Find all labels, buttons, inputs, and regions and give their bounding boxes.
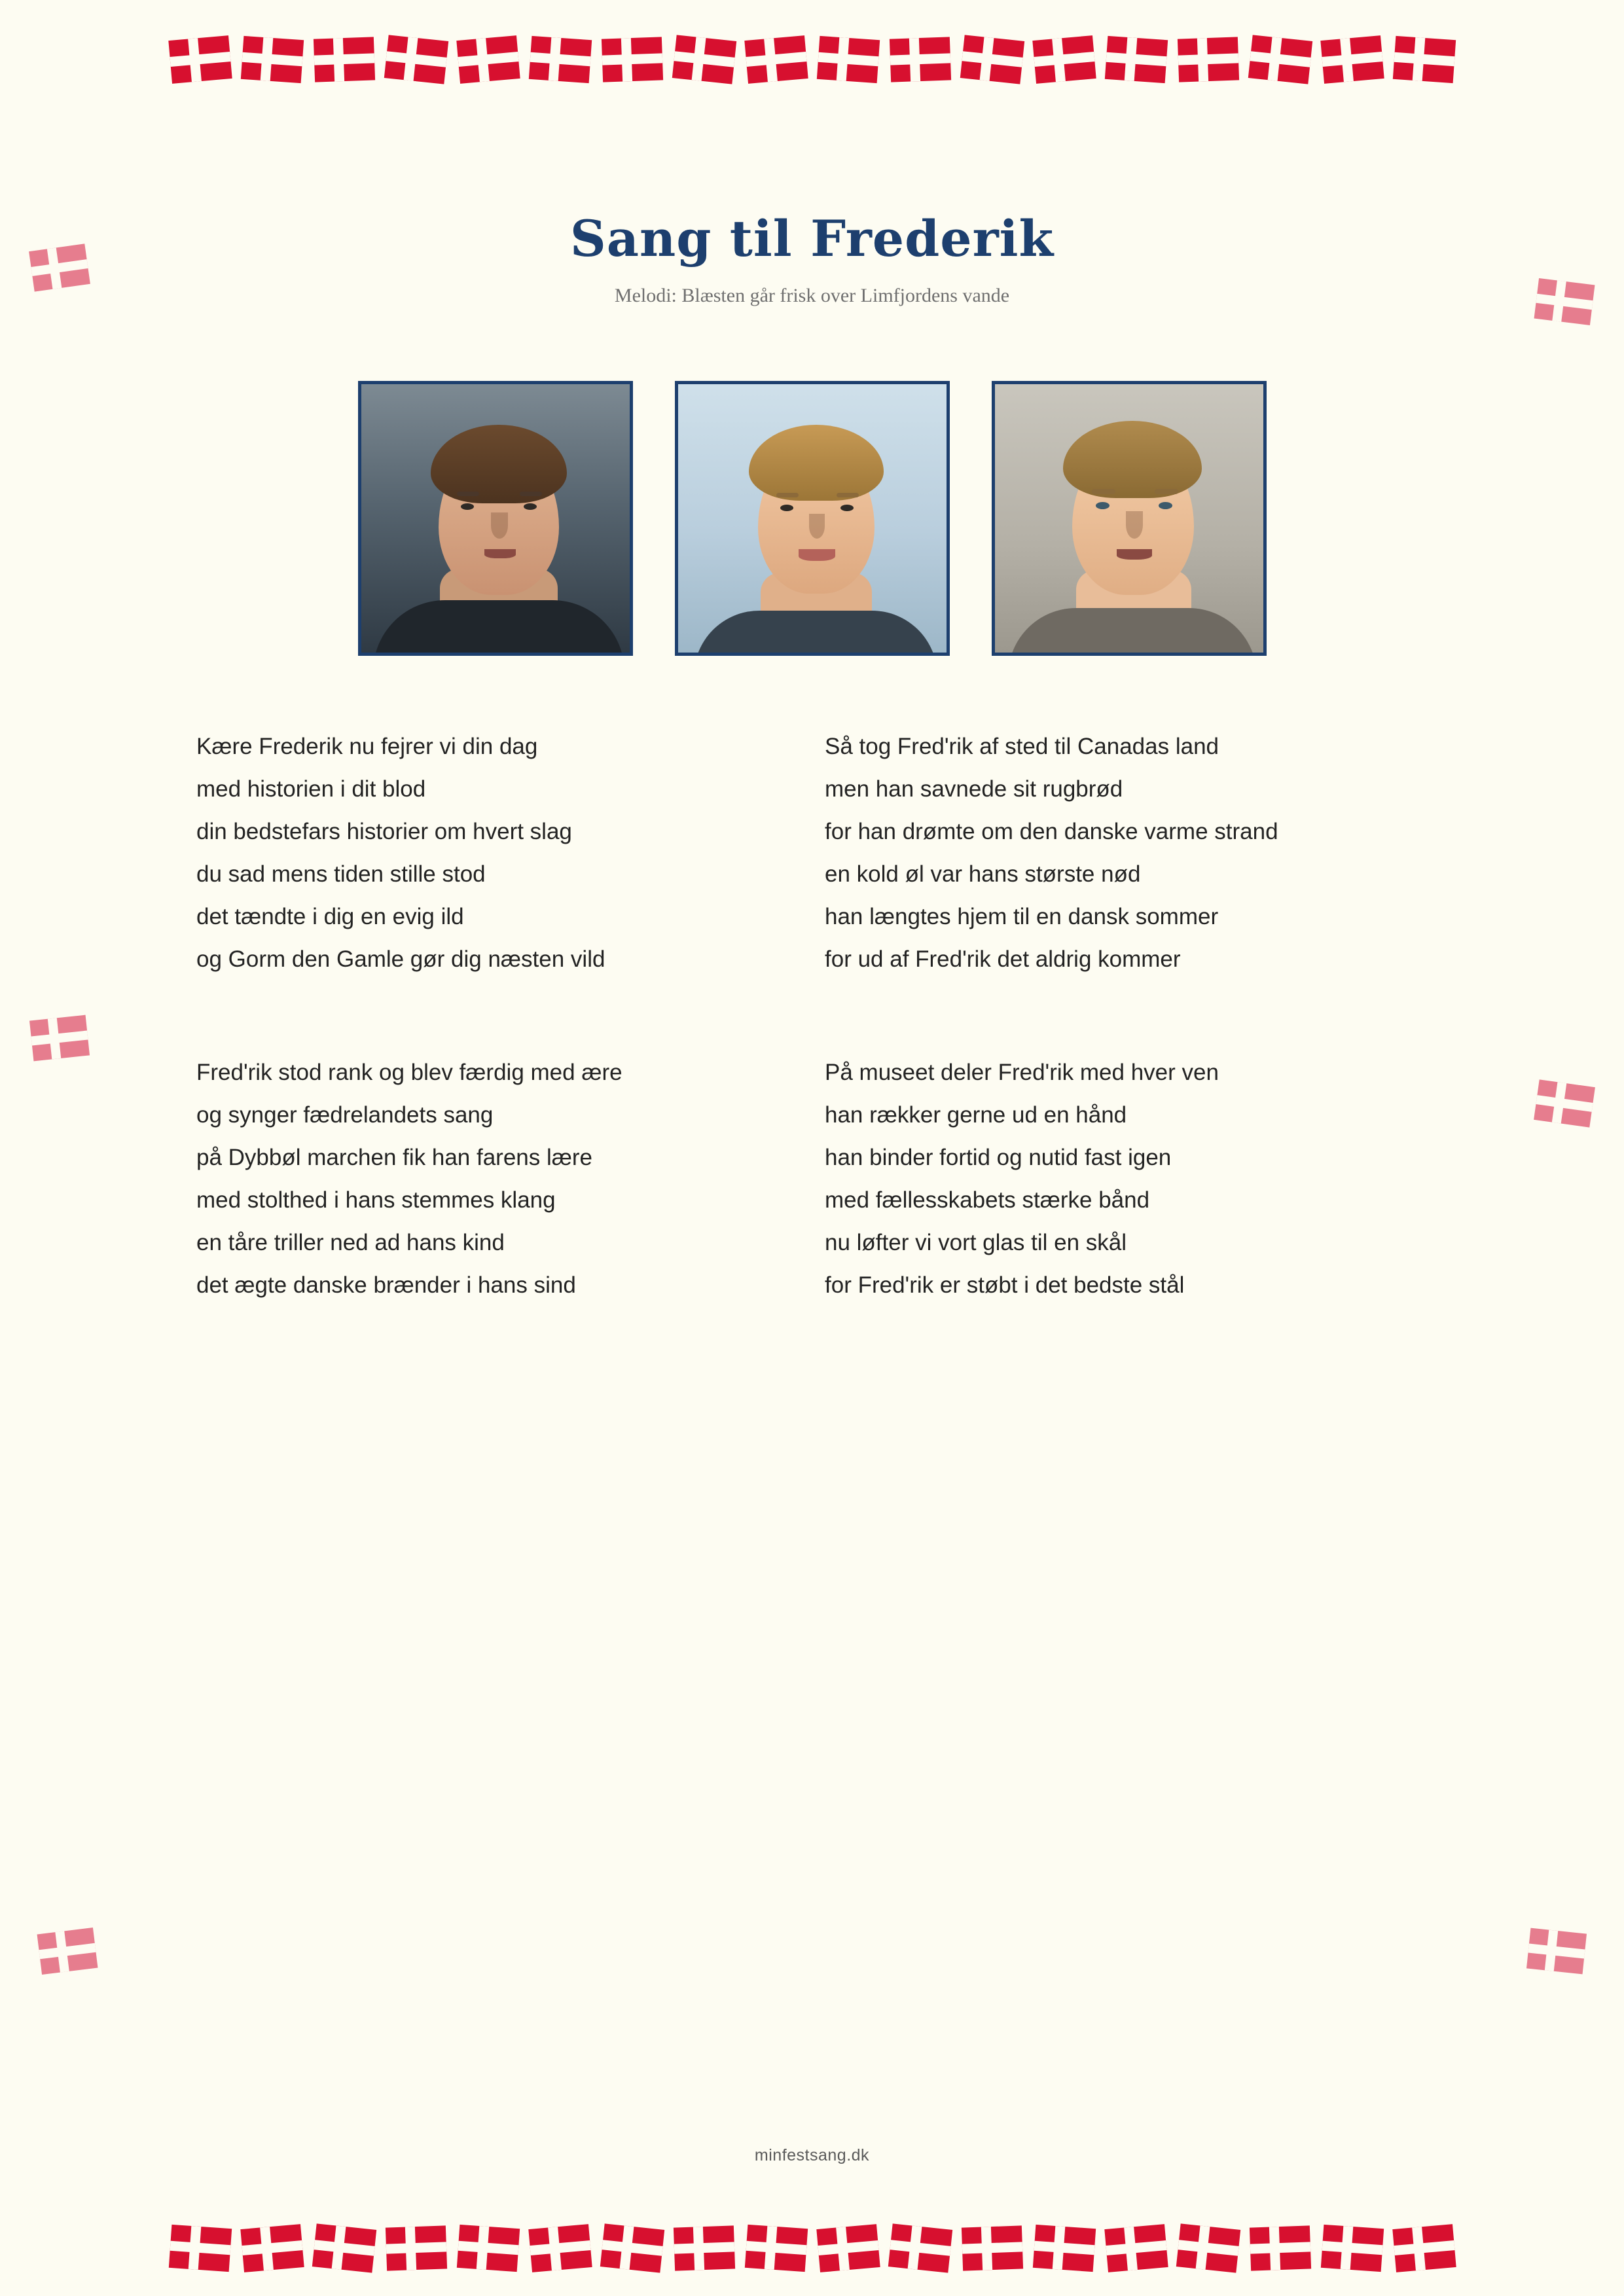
lyric-line: med fællesskabets stærke bånd — [825, 1187, 1150, 1213]
danish-flag-icon — [240, 2224, 304, 2272]
danish-flag-icon — [168, 2225, 231, 2272]
danish-flag-icon — [456, 35, 520, 84]
danish-flag-icon — [1320, 2225, 1383, 2272]
danish-flag-icon — [673, 2225, 734, 2270]
danish-flag-icon — [313, 37, 374, 82]
lyric-line: med stolthed i hans stemmes klang — [196, 1187, 556, 1213]
danish-flag-icon — [816, 2224, 880, 2272]
danish-flag-icon — [1032, 2225, 1095, 2272]
lyric-line: og synger fædrelandets sang — [196, 1102, 494, 1128]
lyric-line: du sad mens tiden stille stod — [196, 861, 486, 887]
verse-3 — [196, 1051, 805, 1306]
verse-1 — [196, 725, 805, 980]
danish-flag-icon — [744, 35, 808, 84]
portrait-photo-3 — [992, 381, 1267, 656]
danish-flag-icon — [1176, 2223, 1240, 2272]
lyric-line: Fred'rik stod rank og blev færdig med ære — [196, 1060, 623, 1085]
lyric-line: for ud af Fred'rik det aldrig kommer — [825, 946, 1181, 972]
page-title: Sang til Frederik — [569, 209, 1055, 268]
danish-flag-icon — [456, 2225, 519, 2272]
lyric-line: og Gorm den Gamle gør dig næsten vild — [196, 946, 605, 972]
lyric-line: med historien i dit blod — [196, 776, 426, 802]
danish-flag-icon — [601, 37, 662, 82]
portrait-photo-1 — [358, 381, 633, 656]
lyric-line: Så tog Fred'rik af sted til Canadas land — [825, 734, 1219, 759]
verse-4 — [825, 1051, 1434, 1306]
lyric-line: nu løfter vi vort glas til en skål — [825, 1230, 1127, 1255]
top-flag-border — [0, 38, 1624, 81]
danish-flag-icon — [1177, 37, 1238, 82]
lyric-line: han længtes hjem til en dansk sommer — [825, 904, 1219, 929]
danish-flag-icon — [600, 2223, 664, 2272]
lyric-line: Kære Frederik nu fejrer vi din dag — [196, 734, 538, 759]
portrait-photo-2 — [675, 381, 950, 656]
lyric-line: en tåre triller ned ad hans kind — [196, 1230, 505, 1255]
footer-credit: minfestsang.dk — [754, 2146, 870, 2164]
verse-2 — [825, 725, 1434, 980]
lyric-line: han rækker gerne ud en hånd — [825, 1102, 1127, 1128]
danish-flag-icon — [1104, 2224, 1168, 2272]
danish-flag-icon — [385, 2225, 446, 2270]
decorative-flag-icon — [37, 1928, 98, 1975]
danish-flag-icon — [960, 35, 1024, 84]
danish-flag-icon — [384, 35, 448, 84]
song-lyrics — [196, 725, 1434, 1306]
danish-flag-icon — [528, 36, 591, 83]
danish-flag-icon — [816, 36, 879, 83]
danish-flag-icon — [1104, 36, 1167, 83]
danish-flag-icon — [744, 2225, 807, 2272]
lyric-line: en kold øl var hans største nød — [825, 861, 1141, 887]
portrait-gallery — [0, 381, 1624, 656]
lyric-line: han binder fortid og nutid fast igen — [825, 1145, 1172, 1170]
melody-subtitle: Melodi: Blæsten går frisk over Limfjordens vande — [614, 285, 1010, 306]
danish-flag-icon — [889, 37, 950, 82]
danish-flag-icon — [1249, 2225, 1310, 2270]
danish-flag-icon — [672, 35, 736, 84]
lyric-line: men han savnede sit rugbrød — [825, 776, 1123, 802]
danish-flag-icon — [1032, 35, 1096, 84]
lyric-line: på Dybbøl marchen fik han farens lære — [196, 1145, 592, 1170]
danish-flag-icon — [888, 2223, 952, 2272]
danish-flag-icon — [240, 36, 303, 83]
document-header — [0, 209, 1624, 307]
danish-flag-icon — [168, 35, 232, 84]
danish-flag-icon — [1248, 35, 1312, 84]
decorative-flag-icon — [1534, 1079, 1595, 1127]
danish-flag-icon — [1392, 2224, 1456, 2272]
lyric-line: På museet deler Fred'rik med hver ven — [825, 1060, 1219, 1085]
danish-flag-icon — [1392, 36, 1455, 83]
decorative-flag-icon — [29, 1015, 90, 1062]
decorative-flag-icon — [1526, 1928, 1587, 1975]
danish-flag-icon — [961, 2225, 1022, 2270]
lyric-line: for Fred'rik er støbt i det bedste stål — [825, 1272, 1185, 1298]
lyric-line: det ægte danske brænder i hans sind — [196, 1272, 576, 1298]
lyric-line: det tændte i dig en evig ild — [196, 904, 464, 929]
lyric-line: din bedstefars historier om hvert slag — [196, 819, 572, 844]
danish-flag-icon — [312, 2223, 376, 2272]
lyric-line: for han drømte om den danske varme strand — [825, 819, 1278, 844]
danish-flag-icon — [1320, 35, 1384, 84]
bottom-flag-border — [0, 2227, 1624, 2270]
danish-flag-icon — [528, 2224, 592, 2272]
